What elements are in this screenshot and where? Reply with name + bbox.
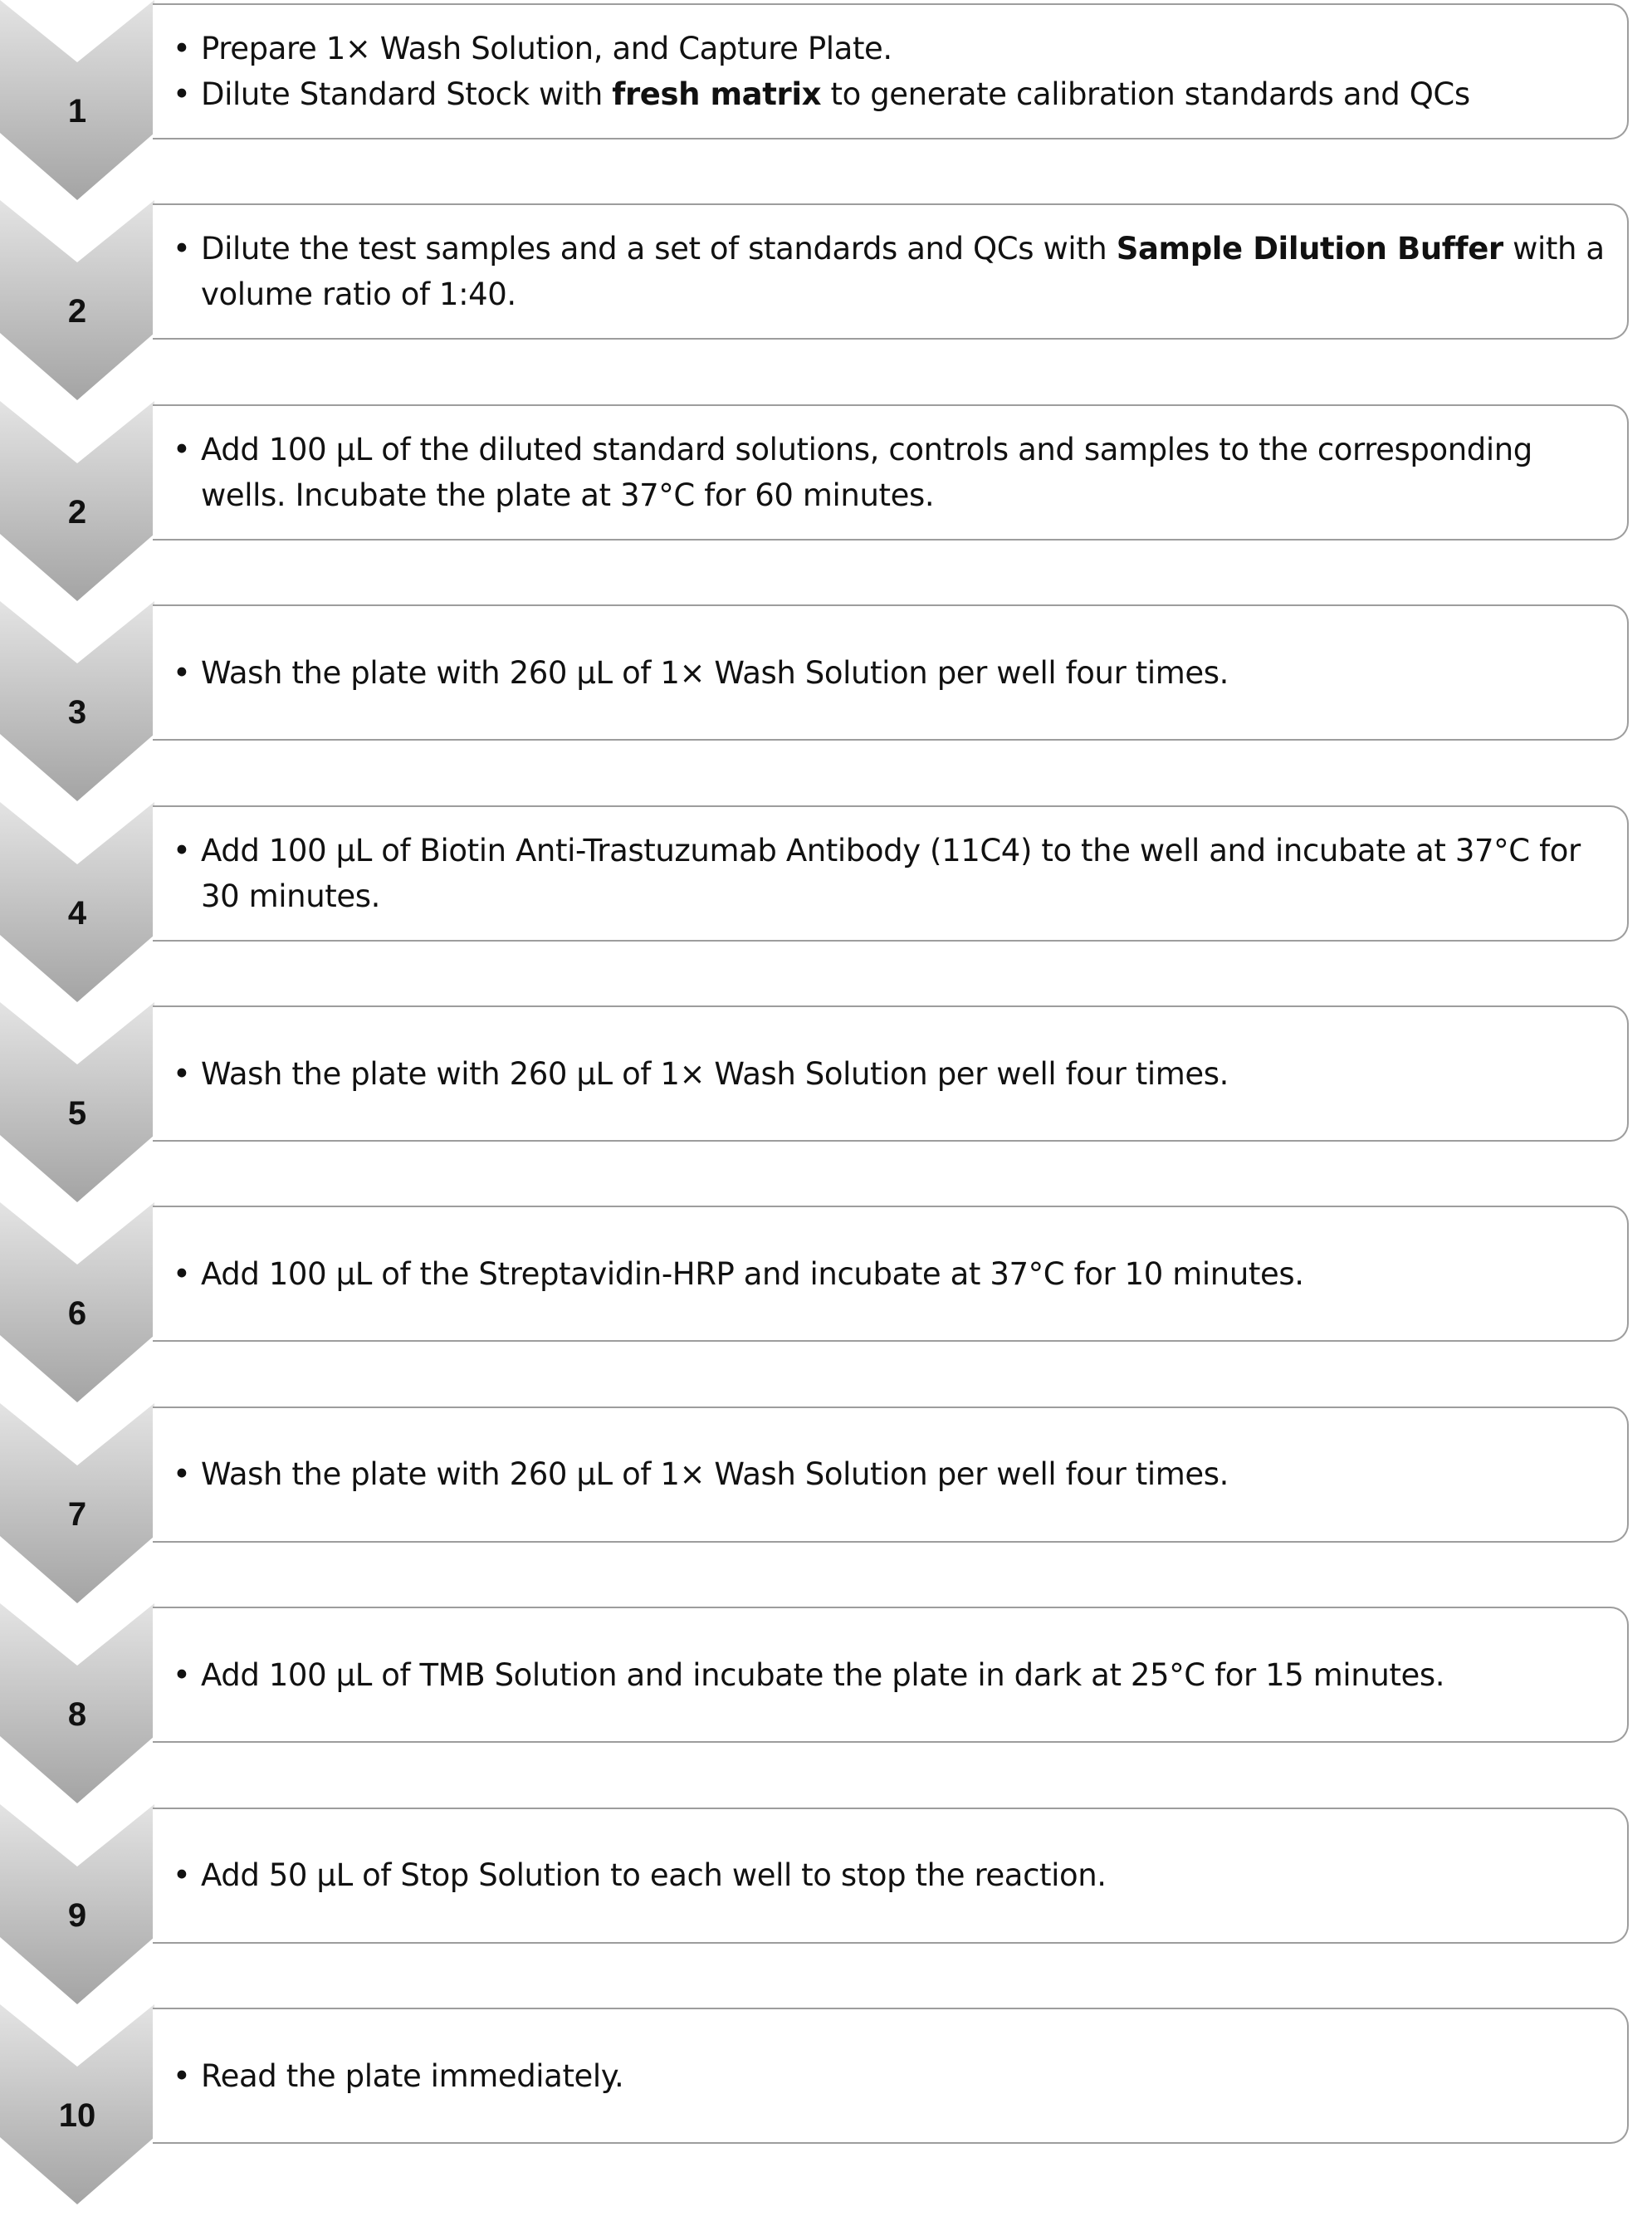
bullet-text: Add 50 μL of Stop Solution to each well to stop the reaction. [201, 1857, 1107, 1894]
step-number: 4 [67, 894, 87, 932]
step-description-text [173, 807, 1620, 940]
step-9 [0, 1603, 1652, 1803]
step-description-text [173, 205, 1620, 338]
bullet-text: Dilute Standard Stock with [201, 76, 613, 112]
bullet-text: Add 100 μL of the diluted standard solutions, controls and samples to the corresponding wells. Incubate the plate at 37°C for 60 minutes. [201, 431, 1532, 513]
step-1 [0, 0, 1652, 200]
step-2 [0, 200, 1652, 400]
bullet-icon: • [173, 76, 191, 112]
step-description-box [153, 1005, 1629, 1142]
step-number: 5 [67, 1095, 87, 1132]
bullet-text-bold: fresh matrix [612, 76, 822, 112]
step-3 [0, 401, 1652, 601]
step-description-text [173, 1408, 1620, 1541]
step-description-box [153, 805, 1629, 942]
bullet-text: to generate calibration standards and QCs [821, 76, 1470, 112]
bullet-item [173, 427, 1620, 518]
step-number: 2 [67, 293, 87, 330]
step-description-text [173, 1207, 1620, 1340]
step-description-box [153, 1206, 1629, 1342]
step-description-box [153, 404, 1629, 541]
step-description-text [173, 1007, 1620, 1140]
step-number: 6 [67, 1295, 87, 1333]
bullet-text: with a volume ratio of 1:40. [201, 231, 1605, 313]
bullet-icon: • [173, 654, 191, 691]
step-number: 7 [67, 1495, 87, 1533]
step-description-text [173, 606, 1620, 739]
step-description-box [153, 1607, 1629, 1743]
step-number: 3 [67, 694, 87, 731]
step-7 [0, 1202, 1652, 1402]
step-description-box [153, 2008, 1629, 2144]
step-number: 2 [67, 493, 87, 531]
step-description-box [153, 1407, 1629, 1543]
bullet-icon: • [173, 431, 191, 467]
bullet-icon: • [173, 1656, 191, 1693]
step-description-text [173, 2009, 1620, 2142]
bullet-text: Add 100 μL of TMB Solution and incubate the plate in dark at 25°C for 15 minutes. [201, 1656, 1445, 1693]
bullet-item [173, 1251, 1620, 1297]
step-5 [0, 802, 1652, 1002]
bullet-icon: • [173, 1255, 191, 1292]
bullet-text-bold: Sample Dilution Buffer [1116, 231, 1503, 267]
bullet-icon: • [173, 31, 191, 66]
bullet-icon: • [173, 1055, 191, 1092]
bullet-icon: • [173, 1857, 191, 1894]
step-6 [0, 1002, 1652, 1202]
bullet-text: Wash the plate with 260 μL of 1× Wash Solution per well four times. [201, 1055, 1229, 1092]
step-number: 9 [67, 1896, 87, 1934]
bullet-icon: • [173, 2057, 191, 2094]
bullet-text: Dilute the test samples and a set of standards and QCs with [201, 231, 1117, 267]
bullet-text: Prepare 1× Wash Solution, and Capture Plate. [201, 31, 892, 66]
step-number: 8 [67, 1696, 87, 1734]
bullet-text: Read the plate immediately. [201, 2057, 624, 2094]
step-description-text [173, 406, 1620, 539]
step-description-box [153, 1808, 1629, 1944]
step-number: 10 [58, 2097, 96, 2134]
bullet-icon: • [173, 231, 191, 267]
bullet-text: Add 100 μL of Biotin Anti-Trastuzumab Antibody (11C4) to the well and incubate at 37°C for 30 minutes. [201, 832, 1581, 914]
bullet-item [173, 1451, 1620, 1497]
step-4 [0, 601, 1652, 801]
bullet-item [173, 650, 1620, 696]
step-description-text [173, 1608, 1620, 1741]
step-8 [0, 1403, 1652, 1603]
bullet-item [173, 26, 1620, 71]
step-description-text [173, 1809, 1620, 1942]
step-number: 1 [67, 93, 87, 130]
bullet-text: Add 100 μL of the Streptavidin-HRP and incubate at 37°C for 10 minutes. [201, 1255, 1304, 1292]
bullet-text: Wash the plate with 260 μL of 1× Wash Solution per well four times. [201, 1456, 1229, 1493]
bullet-text: Wash the plate with 260 μL of 1× Wash Solution per well four times. [201, 654, 1229, 691]
bullet-icon: • [173, 832, 191, 868]
step-10 [0, 1804, 1652, 2004]
bullet-item [173, 828, 1620, 919]
step-description-text [173, 5, 1620, 138]
bullet-icon: • [173, 1456, 191, 1493]
bullet-item [173, 2053, 1620, 2099]
bullet-item [173, 71, 1620, 117]
step-description-box [153, 604, 1629, 741]
bullet-item [173, 1652, 1620, 1698]
bullet-item [173, 1051, 1620, 1097]
step-11 [0, 2004, 1652, 2204]
step-description-box [153, 203, 1629, 340]
bullet-item [173, 226, 1620, 317]
bullet-item [173, 1852, 1620, 1898]
step-description-box [153, 3, 1629, 139]
